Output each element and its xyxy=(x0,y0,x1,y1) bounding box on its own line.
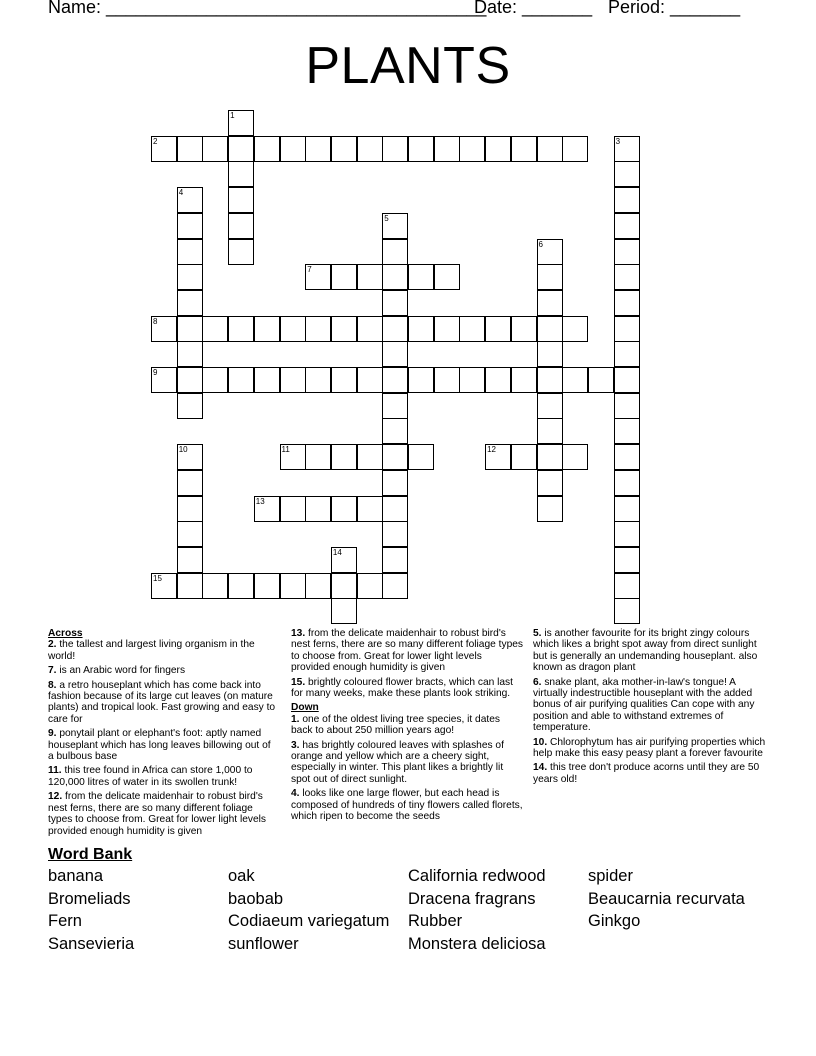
clue-number-label: 9. xyxy=(48,728,57,740)
grid-cell[interactable] xyxy=(382,239,408,265)
grid-cell[interactable] xyxy=(485,136,511,162)
clue-number: 5 xyxy=(384,213,389,223)
clue-number: 2 xyxy=(153,136,158,146)
grid-cell[interactable] xyxy=(614,418,640,444)
clue-number: 6 xyxy=(538,239,543,249)
grid-cell[interactable] xyxy=(511,367,537,393)
clue-item xyxy=(48,680,276,726)
period-field[interactable]: Period: _______ xyxy=(608,0,741,17)
clue-item xyxy=(48,791,276,837)
grid-cell[interactable] xyxy=(459,136,485,162)
clue-number: 13 xyxy=(255,496,265,506)
grid-cell[interactable] xyxy=(382,136,408,162)
clue-number-label: 15. xyxy=(291,676,306,688)
grid-cell[interactable] xyxy=(434,316,460,342)
clue-item xyxy=(291,677,523,700)
word-bank-item: California redwood xyxy=(408,867,546,885)
grid-cell[interactable] xyxy=(280,496,306,522)
clue-number-label: 11. xyxy=(48,765,62,777)
grid-cell[interactable] xyxy=(202,367,228,393)
clue-item xyxy=(48,665,276,676)
grid-cell[interactable] xyxy=(459,367,485,393)
grid-cell[interactable] xyxy=(537,341,563,367)
grid-cell[interactable] xyxy=(382,496,408,522)
grid-cell[interactable] xyxy=(614,598,640,624)
grid-cell[interactable] xyxy=(177,367,203,393)
word-bank-item: oak xyxy=(228,867,255,885)
word-bank-item: spider xyxy=(588,867,633,885)
grid-cell[interactable] xyxy=(331,573,357,599)
clue-number: 4 xyxy=(178,188,184,198)
clues-column-3 xyxy=(533,628,768,788)
grid-cell[interactable] xyxy=(305,367,331,393)
grid-cell[interactable] xyxy=(280,136,306,162)
grid-cell[interactable] xyxy=(177,444,203,470)
grid-cell[interactable] xyxy=(614,496,640,522)
grid-cell[interactable] xyxy=(382,418,408,444)
grid-cell[interactable] xyxy=(382,444,408,470)
clue-number: 14 xyxy=(332,547,342,557)
grid-cell[interactable] xyxy=(537,290,563,316)
grid-cell[interactable] xyxy=(228,316,254,342)
grid-cell[interactable] xyxy=(254,316,280,342)
word-bank-item: Fern xyxy=(48,912,82,930)
grid-cell[interactable] xyxy=(177,393,203,419)
grid-cell[interactable] xyxy=(228,573,254,599)
clue-text: this tree don't produce acorns until they are 50 years old! xyxy=(533,762,760,785)
grid-cell[interactable] xyxy=(228,239,254,265)
clue-number-label: 10. xyxy=(533,736,548,748)
clue-number-label: 12. xyxy=(48,791,63,803)
grid-cell[interactable] xyxy=(408,316,434,342)
grid-cell[interactable] xyxy=(177,547,203,573)
clue-text: ponytail plant or elephant's foot: aptly named houseplant which has long leaves billowing out of a bulbous base xyxy=(48,728,271,763)
grid-cell[interactable] xyxy=(331,136,357,162)
grid-cell[interactable] xyxy=(537,444,563,470)
grid-cell[interactable] xyxy=(408,136,434,162)
grid-cell[interactable] xyxy=(614,290,640,316)
clue-text: looks like one large flower, but each head is composed of hundreds of tiny flowers called florets, which ripen to become the seeds xyxy=(291,788,523,823)
grid-cell[interactable] xyxy=(408,367,434,393)
grid-cell[interactable] xyxy=(305,264,331,290)
page-title: PLANTS xyxy=(305,37,511,95)
grid-cell[interactable] xyxy=(459,316,485,342)
clue-item xyxy=(291,788,523,822)
grid-cell[interactable] xyxy=(177,239,203,265)
grid-cell[interactable] xyxy=(305,573,331,599)
clues-column-2 xyxy=(291,628,523,826)
word-bank-item: Monstera deliciosa xyxy=(408,934,546,953)
clue-number-label: 5. xyxy=(533,628,542,639)
clue-number: 1 xyxy=(230,111,235,120)
clue-text: snake plant, aka mother-in-law's tongue! A virtually indestructible houseplant with the added bonus of air purifying qualities Can cope with any position and able to withstand extremes of temperature. xyxy=(533,676,755,734)
grid-cell[interactable] xyxy=(614,521,640,547)
clue-item xyxy=(533,677,768,734)
clue-text: is another favourite for its bright zingy colours which likes a bright spot away from direct sunlight but is generally an undemanding houseplant. also known as dragon plant xyxy=(533,628,758,674)
grid-cell[interactable] xyxy=(382,393,408,419)
grid-cell[interactable] xyxy=(280,444,306,470)
grid-cell[interactable] xyxy=(151,367,177,393)
grid-cell[interactable] xyxy=(177,341,203,367)
grid-cell[interactable] xyxy=(511,444,537,470)
grid-cell[interactable] xyxy=(254,136,280,162)
grid-cell[interactable] xyxy=(382,341,408,367)
grid-cell[interactable] xyxy=(254,496,280,522)
name-field[interactable]: Name: ______________________________________ xyxy=(48,0,487,17)
clue-text: brightly coloured flower bracts, which can last for many weeks, make these plants look striking. xyxy=(291,676,513,700)
grid-cell[interactable] xyxy=(331,444,357,470)
grid-cell[interactable] xyxy=(177,496,203,522)
grid-cell[interactable] xyxy=(382,547,408,573)
grid-cell[interactable] xyxy=(614,341,640,367)
across-header: Across xyxy=(48,628,83,639)
grid-cell[interactable] xyxy=(562,136,588,162)
word-bank-item: Beaucarnia recurvata xyxy=(588,889,745,908)
grid-cell[interactable] xyxy=(357,316,383,342)
grid-cell[interactable] xyxy=(382,264,408,290)
grid-cell[interactable] xyxy=(202,136,228,162)
clue-item xyxy=(533,628,768,674)
clue-number: 12 xyxy=(487,445,496,455)
grid-cell[interactable] xyxy=(614,573,640,599)
grid-cell[interactable] xyxy=(305,444,331,470)
grid-cell[interactable] xyxy=(562,367,588,393)
grid-cell[interactable] xyxy=(357,444,383,470)
grid-cell[interactable] xyxy=(614,161,640,187)
word-bank-item: baobab xyxy=(228,889,284,908)
clue-number: 3 xyxy=(615,136,621,146)
grid-cell[interactable] xyxy=(177,470,203,496)
grid-cell[interactable] xyxy=(305,316,331,342)
clue-number: 9 xyxy=(153,368,158,377)
clue-item xyxy=(291,740,523,786)
grid-cell[interactable] xyxy=(177,573,203,599)
clue-text: from the delicate maidenhair to robust bird's nest ferns, there are so many different foliage types to choose from. Great for lower light levels provided enough humidity is given xyxy=(48,791,266,837)
clue-item xyxy=(48,765,276,788)
grid-cell[interactable] xyxy=(280,367,306,393)
clue-item xyxy=(533,737,768,760)
grid-cell[interactable] xyxy=(537,496,563,522)
grid-cell[interactable] xyxy=(357,264,383,290)
word-bank-title: Word Bank xyxy=(48,846,133,863)
grid-cell[interactable] xyxy=(614,187,640,213)
clue-number-label: 4. xyxy=(291,788,300,800)
grid-cell[interactable] xyxy=(382,213,408,239)
word-bank-item: Dracena fragrans xyxy=(408,889,536,908)
grid-cell[interactable] xyxy=(614,239,640,265)
grid-cell[interactable] xyxy=(228,367,254,393)
grid-cell[interactable] xyxy=(614,470,640,496)
grid-cell[interactable] xyxy=(434,367,460,393)
grid-cell[interactable] xyxy=(331,264,357,290)
clue-text: the tallest and largest living organism in the world! xyxy=(48,639,255,662)
clue-number: 11 xyxy=(281,445,290,455)
clue-number: 10 xyxy=(178,445,188,455)
down-header: Down xyxy=(291,702,319,714)
clue-number-label: 7. xyxy=(48,665,57,677)
clue-text: from the delicate maidenhair to robust bird's nest ferns, there are so many different foliage types to choose from. Great for lower light levels provided enough humidity is given xyxy=(291,628,523,674)
grid-cell[interactable] xyxy=(357,573,383,599)
clue-number-label: 1. xyxy=(291,713,300,725)
clue-text: a retro houseplant which has come back into fashion because of its large cut leaves (on mature plants) and tropical look. Fast growing and easy to care for xyxy=(48,679,276,725)
clue-number: 8 xyxy=(153,316,158,326)
grid-cell[interactable] xyxy=(511,316,537,342)
grid-cell[interactable] xyxy=(331,367,357,393)
grid-cell[interactable] xyxy=(537,264,563,290)
word-bank-item: Ginkgo xyxy=(588,912,641,930)
clue-number-label: 8. xyxy=(48,679,57,691)
grid-cell[interactable] xyxy=(614,367,640,393)
grid-cell[interactable] xyxy=(177,290,203,316)
grid-cell[interactable] xyxy=(177,187,203,213)
clue-number-label: 6. xyxy=(533,676,542,688)
grid-cell[interactable] xyxy=(254,573,280,599)
clue-item xyxy=(291,714,523,737)
date-field[interactable]: Date: _______ xyxy=(474,0,593,17)
grid-cell[interactable] xyxy=(331,547,357,573)
grid-cell[interactable] xyxy=(382,290,408,316)
grid-cell[interactable] xyxy=(408,444,434,470)
clue-number-label: 14. xyxy=(533,762,548,774)
clue-text: this tree found in Africa can store 1,000 to 120,000 litres of water in its swollen trunk! xyxy=(48,765,253,788)
clue-number-label: 13. xyxy=(291,628,306,639)
grid-cell[interactable] xyxy=(434,264,460,290)
grid-cell[interactable] xyxy=(357,136,383,162)
grid-cell[interactable] xyxy=(511,136,537,162)
word-bank-item: Codiaeum variegatum xyxy=(228,912,390,930)
grid-cell[interactable] xyxy=(202,573,228,599)
grid-cell[interactable] xyxy=(177,136,203,162)
clue-number-label: 3. xyxy=(291,739,300,751)
grid-cell[interactable] xyxy=(537,316,563,342)
grid-cell[interactable] xyxy=(485,316,511,342)
grid-cell[interactable] xyxy=(177,521,203,547)
grid-cell[interactable] xyxy=(434,136,460,162)
clue-text: has brightly coloured leaves with splashes of orange and yellow which are a cheery sight, especially in winter. This plant likes a brightly lit spot out of direct sunlight. xyxy=(291,739,504,785)
clue-text: is an Arabic word for fingers xyxy=(56,665,186,677)
grid-cell[interactable] xyxy=(177,213,203,239)
clue-item xyxy=(533,762,768,785)
grid-cell[interactable] xyxy=(254,367,280,393)
grid-cell[interactable] xyxy=(382,316,408,342)
grid-cell[interactable] xyxy=(382,470,408,496)
grid-cell[interactable] xyxy=(357,367,383,393)
word-bank-item: Bromeliads xyxy=(48,889,131,908)
grid-cell[interactable] xyxy=(202,316,228,342)
clue-item xyxy=(291,628,523,674)
grid-cell[interactable] xyxy=(537,239,563,265)
grid-cell[interactable] xyxy=(485,367,511,393)
grid-cell[interactable] xyxy=(562,316,588,342)
grid-cell[interactable] xyxy=(537,418,563,444)
clue-number: 7 xyxy=(307,265,312,275)
clue-item xyxy=(48,639,276,662)
word-bank-item: Rubber xyxy=(408,912,463,930)
grid-cell[interactable] xyxy=(228,110,254,136)
grid-cell[interactable] xyxy=(614,136,640,162)
grid-cell[interactable] xyxy=(228,136,254,162)
grid-cell[interactable] xyxy=(177,264,203,290)
grid-cell[interactable] xyxy=(280,573,306,599)
word-bank-item: banana xyxy=(48,867,104,885)
clue-text: Chlorophytum has air purifying properties which help make this easy peasy plant a forever favourite xyxy=(533,736,766,760)
grid-cell[interactable] xyxy=(614,547,640,573)
grid-cell[interactable] xyxy=(537,367,563,393)
grid-cell[interactable] xyxy=(537,470,563,496)
grid-cell[interactable] xyxy=(614,393,640,419)
grid-cell[interactable] xyxy=(228,161,254,187)
grid-cell[interactable] xyxy=(331,316,357,342)
grid-cell[interactable] xyxy=(537,393,563,419)
clue-text: one of the oldest living tree species, it dates back to about 250 million years ago! xyxy=(291,713,500,737)
grid-cell[interactable] xyxy=(331,496,357,522)
grid-cell[interactable] xyxy=(588,367,614,393)
grid-cell[interactable] xyxy=(485,444,511,470)
clue-number: 15 xyxy=(153,573,162,583)
grid-cell[interactable] xyxy=(305,496,331,522)
grid-cell[interactable] xyxy=(151,316,177,342)
grid-cell[interactable] xyxy=(382,573,408,599)
grid-cell[interactable] xyxy=(331,598,357,624)
clue-number-label: 2. xyxy=(48,639,57,651)
grid-cell[interactable] xyxy=(177,316,203,342)
grid-cell[interactable] xyxy=(408,264,434,290)
grid-cell[interactable] xyxy=(357,496,383,522)
grid-cell[interactable] xyxy=(614,213,640,239)
word-bank-item: Sansevieria xyxy=(48,934,135,953)
grid-cell[interactable] xyxy=(537,136,563,162)
grid-cell[interactable] xyxy=(305,136,331,162)
grid-cell[interactable] xyxy=(151,136,177,162)
grid-cell[interactable] xyxy=(382,521,408,547)
grid-cell[interactable] xyxy=(562,444,588,470)
grid-cell[interactable] xyxy=(228,213,254,239)
word-bank-item: sunflower xyxy=(228,934,299,953)
clue-item xyxy=(48,728,276,762)
grid-cell[interactable] xyxy=(614,316,640,342)
grid-cell[interactable] xyxy=(151,573,177,599)
grid-cell[interactable] xyxy=(614,264,640,290)
clues-column-1 xyxy=(48,628,276,840)
grid-cell[interactable] xyxy=(228,187,254,213)
grid-cell[interactable] xyxy=(280,316,306,342)
grid-cell[interactable] xyxy=(614,444,640,470)
grid-cell[interactable] xyxy=(382,367,408,393)
